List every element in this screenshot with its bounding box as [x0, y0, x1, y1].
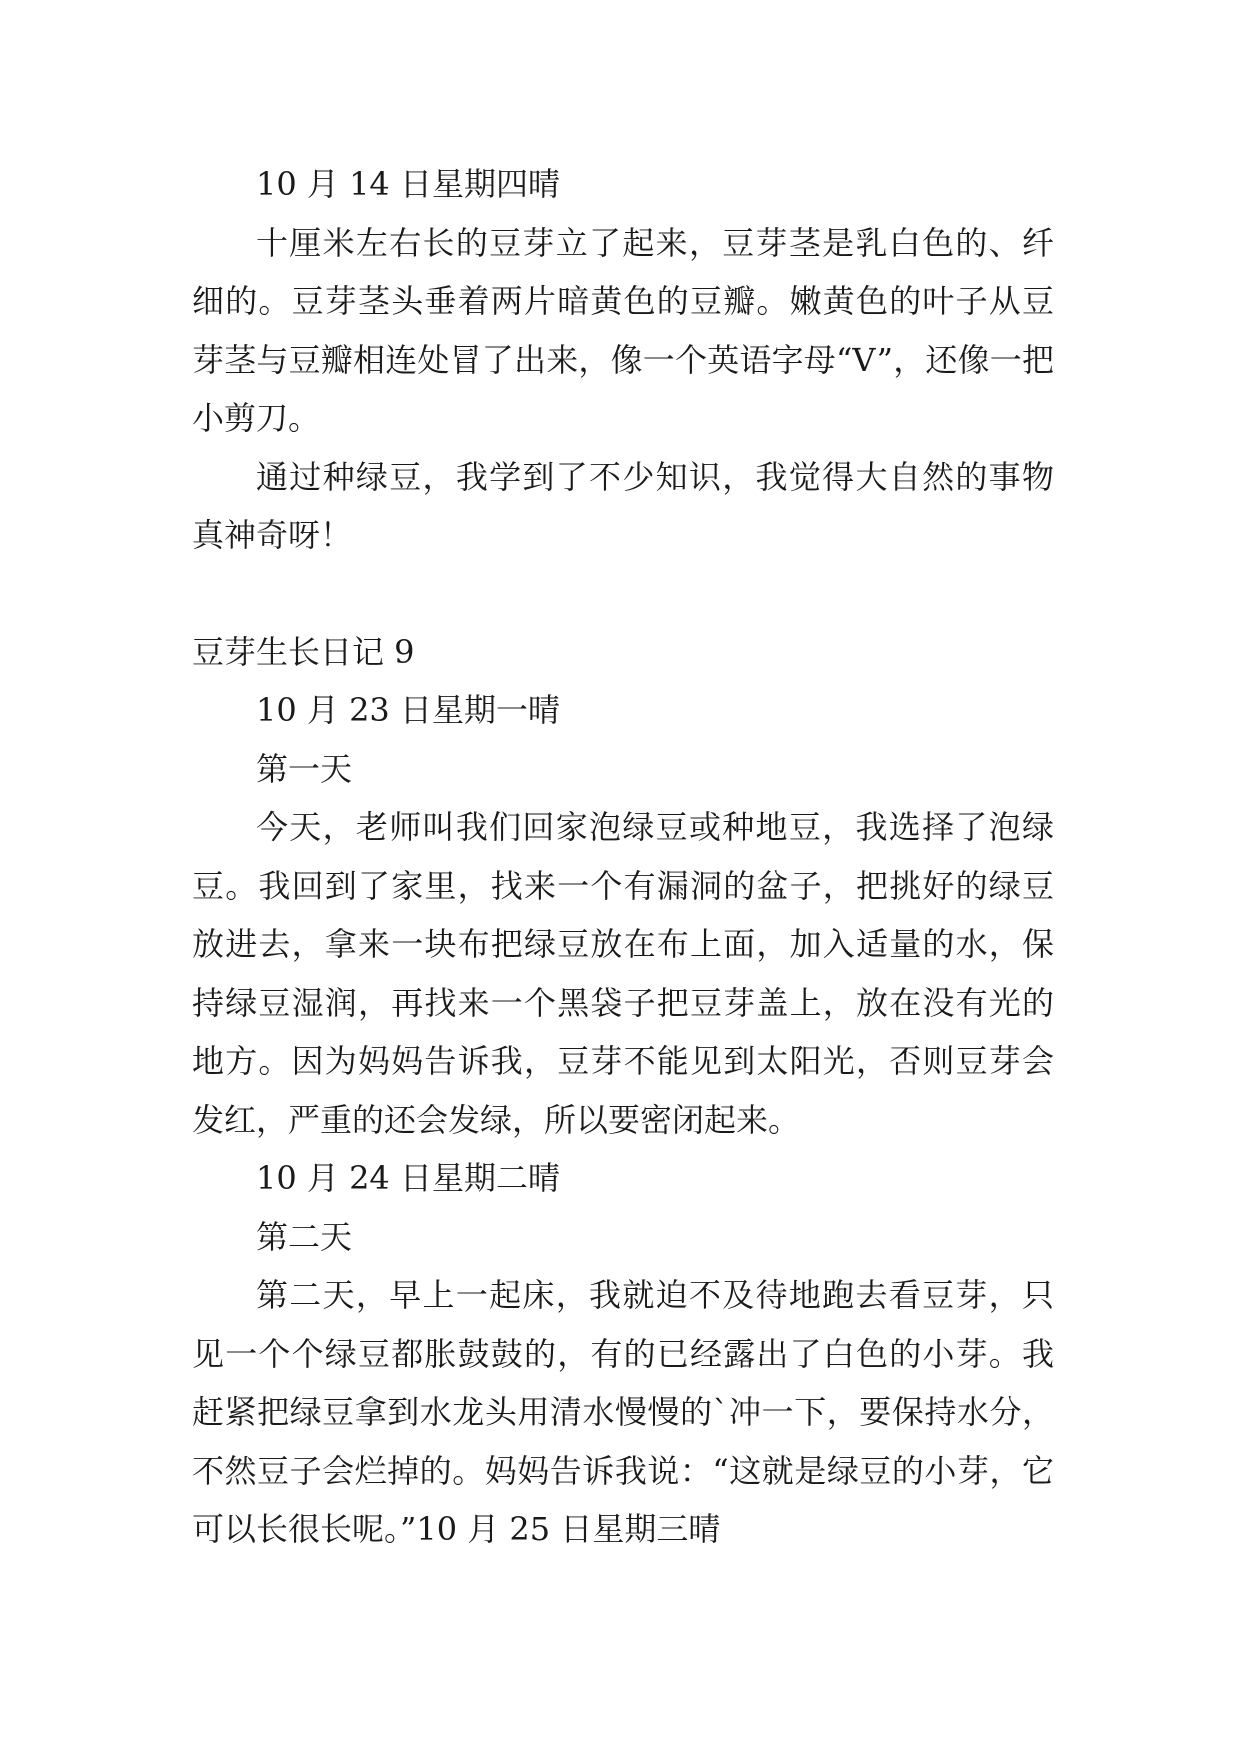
diary-paragraph: 第二天，早上一起床，我就迫不及待地跑去看豆芽，只见一个个绿豆都胀鼓鼓的，有的已经露出了白色的小芽。我赶紧把绿豆拿到水龙头用清水慢慢的`冲一下，要保持水分，不然豆子会烂掉的。妈妈告诉我说：“这就是绿豆的小芽，它可以长很长呢。”10 月 25 日星期三晴	[192, 1276, 1054, 1548]
section-spacer	[192, 565, 1054, 623]
diary-date-oct-23: 10 月 23 日星期一晴	[256, 691, 560, 729]
document-body	[192, 155, 1054, 1559]
diary-paragraph: 通过种绿豆，我学到了不少知识，我觉得大自然的事物真神奇呀！	[192, 457, 1054, 554]
diary-date-oct-14: 10 月 14 日星期四晴	[256, 165, 560, 203]
diary-paragraph: 今天，老师叫我们回家泡绿豆或种地豆，我选择了泡绿豆。我回到了家里，找来一个有漏洞的盆子，把挑好的绿豆放进去，拿来一块布把绿豆放在布上面，加入适量的水，保持绿豆湿润，再找来一个黑袋子把豆芽盖上，放在没有光的地方。因为妈妈告诉我，豆芽不能见到太阳光，否则豆芽会发红，严重的还会发绿，所以要密闭起来。	[192, 808, 1054, 1139]
diary-date-oct-24: 10 月 24 日星期二晴	[256, 1159, 560, 1197]
section-title: 豆芽生长日记 9	[192, 632, 415, 671]
diary-day-label: 第一天	[256, 749, 353, 788]
diary-paragraph: 十厘米左右长的豆芽立了起来，豆芽茎是乳白色的、纤细的。豆芽茎头垂着两片暗黄色的豆瓣。嫩黄色的叶子从豆芽茎与豆瓣相连处冒了出来，像一个英语字母“V”，还像一把小剪刀。	[192, 223, 1054, 437]
diary-day-label: 第二天	[256, 1217, 353, 1256]
